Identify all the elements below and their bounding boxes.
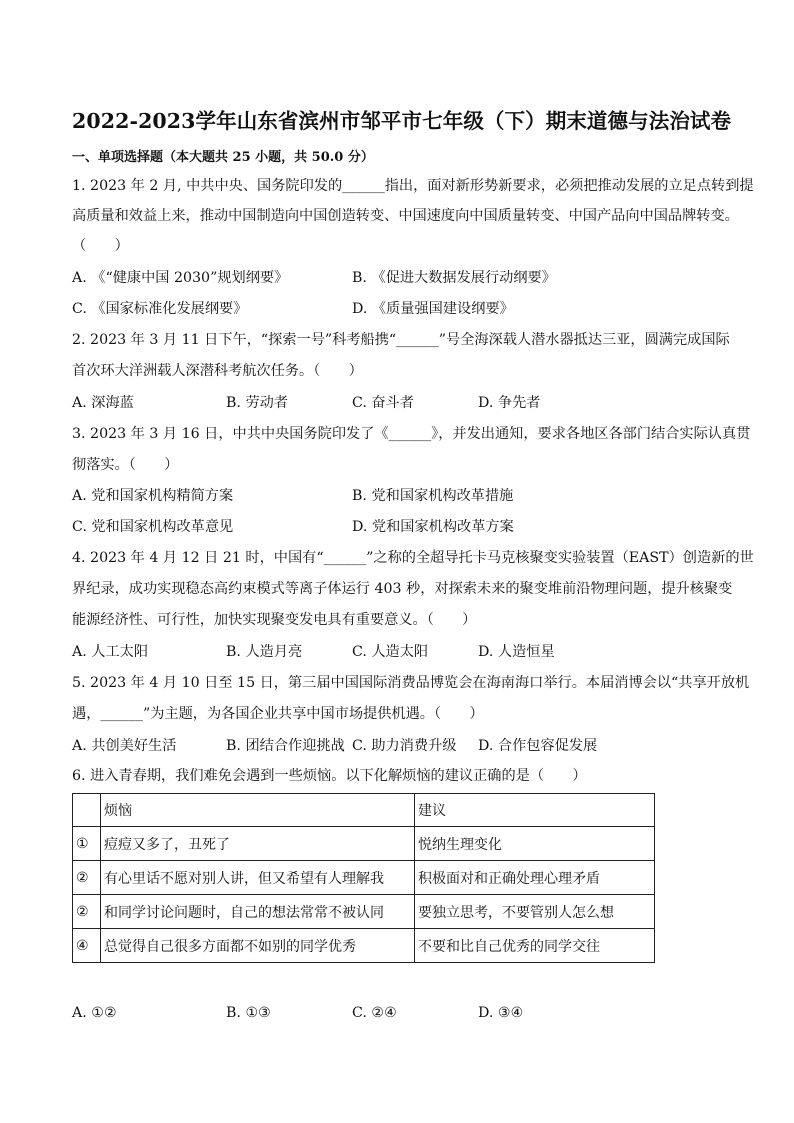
q4-option-a[interactable]: A. 人工太阳 (72, 644, 149, 660)
q5-option-b[interactable]: B. 团结合作迎挑战 (226, 738, 345, 754)
q3-option-d[interactable]: D. 党和国家机构改革方案 (352, 519, 514, 535)
table-header-cell: 建议 (415, 794, 655, 827)
q5-option-c[interactable]: C. 助力消费升级 (352, 738, 457, 754)
table-cell: ② (73, 895, 101, 929)
q6-line-1: 6. 进入青春期，我们难免会遇到一些烦恼。以下化解烦恼的建议正确的是（ ） (72, 768, 587, 784)
q2-option-d[interactable]: D. 争先者 (478, 395, 541, 411)
table-cell: 悦纳生理变化 (415, 827, 655, 861)
table-header-cell (73, 794, 101, 827)
table-row (73, 861, 655, 895)
q5-line-1: 5. 2023 年 4 月 10 日至 15 日，第三届中国国际消费品博览会在海南海口举行。本届消博会以“共享开放机 (72, 675, 750, 691)
q1-option-c[interactable]: C. 《国家标准化发展纲要》 (72, 301, 248, 317)
q4-option-c[interactable]: C. 人造太阳 (352, 644, 429, 660)
q5-option-a[interactable]: A. 共创美好生活 (72, 738, 177, 754)
q3-option-a[interactable]: A. 党和国家机构精简方案 (72, 488, 234, 504)
table-row (73, 895, 655, 929)
table-cell: 和同学讨论问题时，自己的想法常常不被认同 (101, 895, 415, 929)
q6-option-b[interactable]: B. ①③ (226, 1005, 271, 1021)
table-cell: ② (73, 861, 101, 895)
q1-option-d[interactable]: D. 《质量强国建设纲要》 (352, 301, 514, 317)
q4-line-2: 界纪录，成功实现稳态高约束模式等离子体运行 403 秒，对探索未来的聚变堆前沿物理问题，提升核聚变 (72, 581, 733, 597)
q4-option-b[interactable]: B. 人造月亮 (226, 644, 303, 660)
q2-option-b[interactable]: B. 劳动者 (226, 395, 289, 411)
table-cell: ④ (73, 929, 101, 963)
table-row (73, 929, 655, 963)
q5-option-d[interactable]: D. 合作包容促发展 (478, 738, 598, 754)
q4-line-3: 能源经济性、可行性，加快实现聚变发电具有重要意义。（ ） (72, 612, 477, 628)
q6-option-a[interactable]: A. ①② (72, 1005, 117, 1021)
q3-line-2: 彻落实。（ ） (72, 457, 179, 473)
section-heading: 一、单项选择题（本大题共 25 小题，共 50.0 分） (72, 150, 374, 165)
table-cell: ① (73, 827, 101, 861)
q3-option-c[interactable]: C. 党和国家机构改革意见 (72, 519, 234, 535)
q2-line-1: 2. 2023 年 3 月 11 日下午，“探索一号”科考船携“______”号全海深载人潜水器抵达三亚，圆满完成国际 (72, 332, 730, 348)
q5-line-2: 遇，______”为主题，为各国企业共享中国市场提供机遇。（ ） (72, 706, 484, 722)
table-cell: 总觉得自己很多方面都不如别的同学优秀 (101, 929, 415, 963)
table-cell: 不要和比自己优秀的同学交往 (415, 929, 655, 963)
q1-option-a[interactable]: A. 《“健康中国 2030”规划纲要》 (72, 270, 289, 286)
table-header-cell: 烦恼 (101, 794, 415, 827)
q2-option-c[interactable]: C. 奋斗者 (352, 395, 414, 411)
q3-option-b[interactable]: B. 党和国家机构改革措施 (352, 488, 514, 504)
table-cell: 痘痘又多了，丑死了 (101, 827, 415, 861)
q1-line-1: 1. 2023 年 2 月, 中共中央、国务院印发的______指出，面对新形势新要求，必须把推动发展的立足点转到提 (72, 178, 754, 194)
q6-table (72, 793, 655, 963)
q1-line-2: 高质量和效益上来，推动中国制造向中国创造转变、中国速度向中国质量转变、中国产品向中国品牌转变。 (72, 208, 739, 224)
q4-option-d[interactable]: D. 人造恒星 (478, 644, 555, 660)
table-row (73, 827, 655, 861)
q2-option-a[interactable]: A. 深海蓝 (72, 395, 134, 411)
table-cell: 要独立思考，不要管别人怎么想 (415, 895, 655, 929)
table-header-row (73, 794, 655, 827)
table-cell: 有心里话不愿对别人讲，但又希望有人理解我 (101, 861, 415, 895)
q1-line-3: （ ） (72, 238, 129, 254)
q6-option-c[interactable]: C. ②④ (352, 1005, 397, 1021)
q6-option-d[interactable]: D. ③④ (478, 1005, 524, 1021)
q1-option-b[interactable]: B. 《促进大数据发展行动纲要》 (352, 270, 556, 286)
q2-line-2: 首次环大洋洲载人深潜科考航次任务。（ ） (72, 363, 363, 379)
table-cell: 积极面对和正确处理心理矛盾 (415, 861, 655, 895)
q4-line-1: 4. 2023 年 4 月 12 日 21 时，中国有“______”之称的全超导托卡马克核聚变实验装置（EAST）创造新的世 (72, 550, 754, 566)
page-title: 2022-2023学年山东省滨州市邹平市七年级（下）期末道德与法治试卷 (72, 109, 732, 133)
q3-line-1: 3. 2023 年 3 月 16 日，中共中央国务院印发了《______》，并发出通知，要求各地区各部门结合实际认真贯 (72, 426, 751, 442)
